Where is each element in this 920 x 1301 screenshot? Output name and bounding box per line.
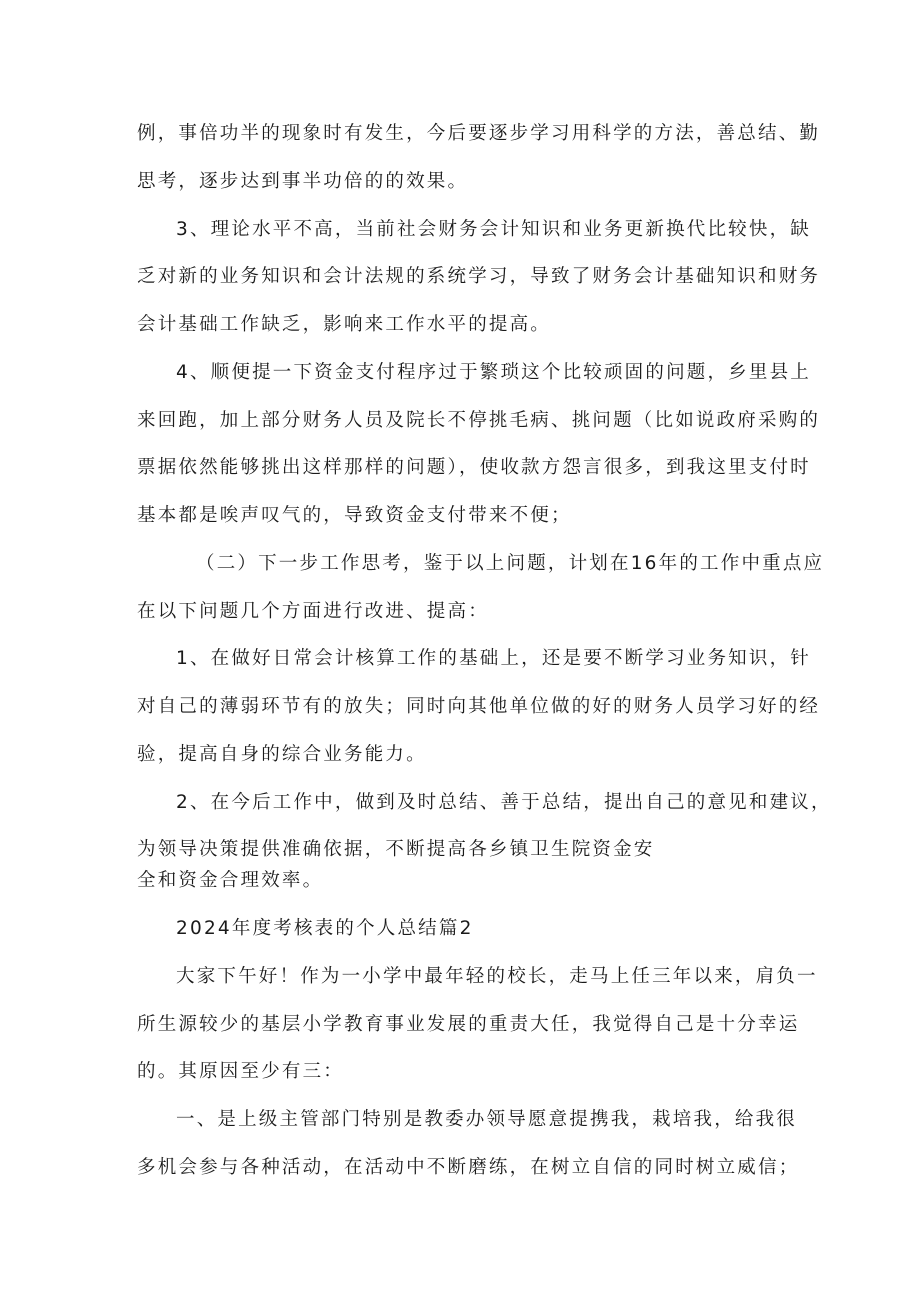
text-line: 验，提高自身的综合业务能力。 [137, 744, 427, 765]
text-line: 在以下问题几个方面进行改进、提高： [137, 601, 489, 622]
text-line: 乏对新的业务知识和会计法规的系统学习，导致了财务会计基础知识和财务 [137, 266, 821, 287]
text-line: 会计基础工作缺乏，影响来工作水平的提高。 [137, 314, 552, 335]
text-line: 4、顺便提一下资金支付程序过于繁琐这个比较顽固的问题，乡里县上 [176, 362, 811, 383]
text-line: 票据依然能够挑出这样那样的问题），使收款方怨言很多，到我这里支付时 [137, 457, 811, 478]
text-line: 所生源较少的基层小学教育事业发展的重责大任，我觉得自己是十分幸运 [137, 1014, 800, 1035]
text-line: 大家下午好！作为一小学中最年轻的校长，走马上任三年以来，肩负一 [176, 966, 818, 987]
text-line: 全和资金合理效率。 [137, 870, 324, 891]
section-heading: （二）下一步工作思考，鉴于以上问题，计划在16年的工作中重点应 [196, 553, 825, 574]
text-line: 1、在做好日常会计核算工作的基础上，还是要不断学习业务知识，针 [176, 648, 811, 669]
text-line: 一、是上级主管部门特别是教委办领导愿意提携我，栽培我，给我很 [176, 1109, 798, 1130]
text-line: 2、在今后工作中，做到及时总结、善于总结，提出自己的意见和建议， [176, 792, 832, 813]
text-line: 基本都是唉声叹气的，导致资金支付带来不便； [137, 505, 572, 526]
text-line: 为领导决策提供准确依据，不断提高各乡镇卫生院资金安 [137, 839, 655, 860]
text-line: 例，事倍功半的现象时有发生，今后要逐步学习用科学的方法，善总结、勤 [137, 123, 821, 144]
text-line: 对自己的薄弱环节有的放失；同时向其他单位做的好的财务人员学习好的经 [137, 696, 821, 717]
text-line: 多机会参与各种活动，在活动中不断磨练，在树立自信的同时树立威信； [137, 1157, 800, 1178]
text-line: 的。其原因至少有三： [137, 1061, 345, 1082]
text-line: 思考，逐步达到事半功倍的的效果。 [137, 171, 469, 192]
text-line: 3、理论水平不高，当前社会财务会计知识和业务更新换代比较快，缺 [176, 219, 811, 240]
article-title: 2024年度考核表的个人总结篇2 [176, 918, 474, 939]
text-line: 来回跑，加上部分财务人员及院长不停挑毛病、挑问题（比如说政府采购的 [137, 410, 821, 431]
